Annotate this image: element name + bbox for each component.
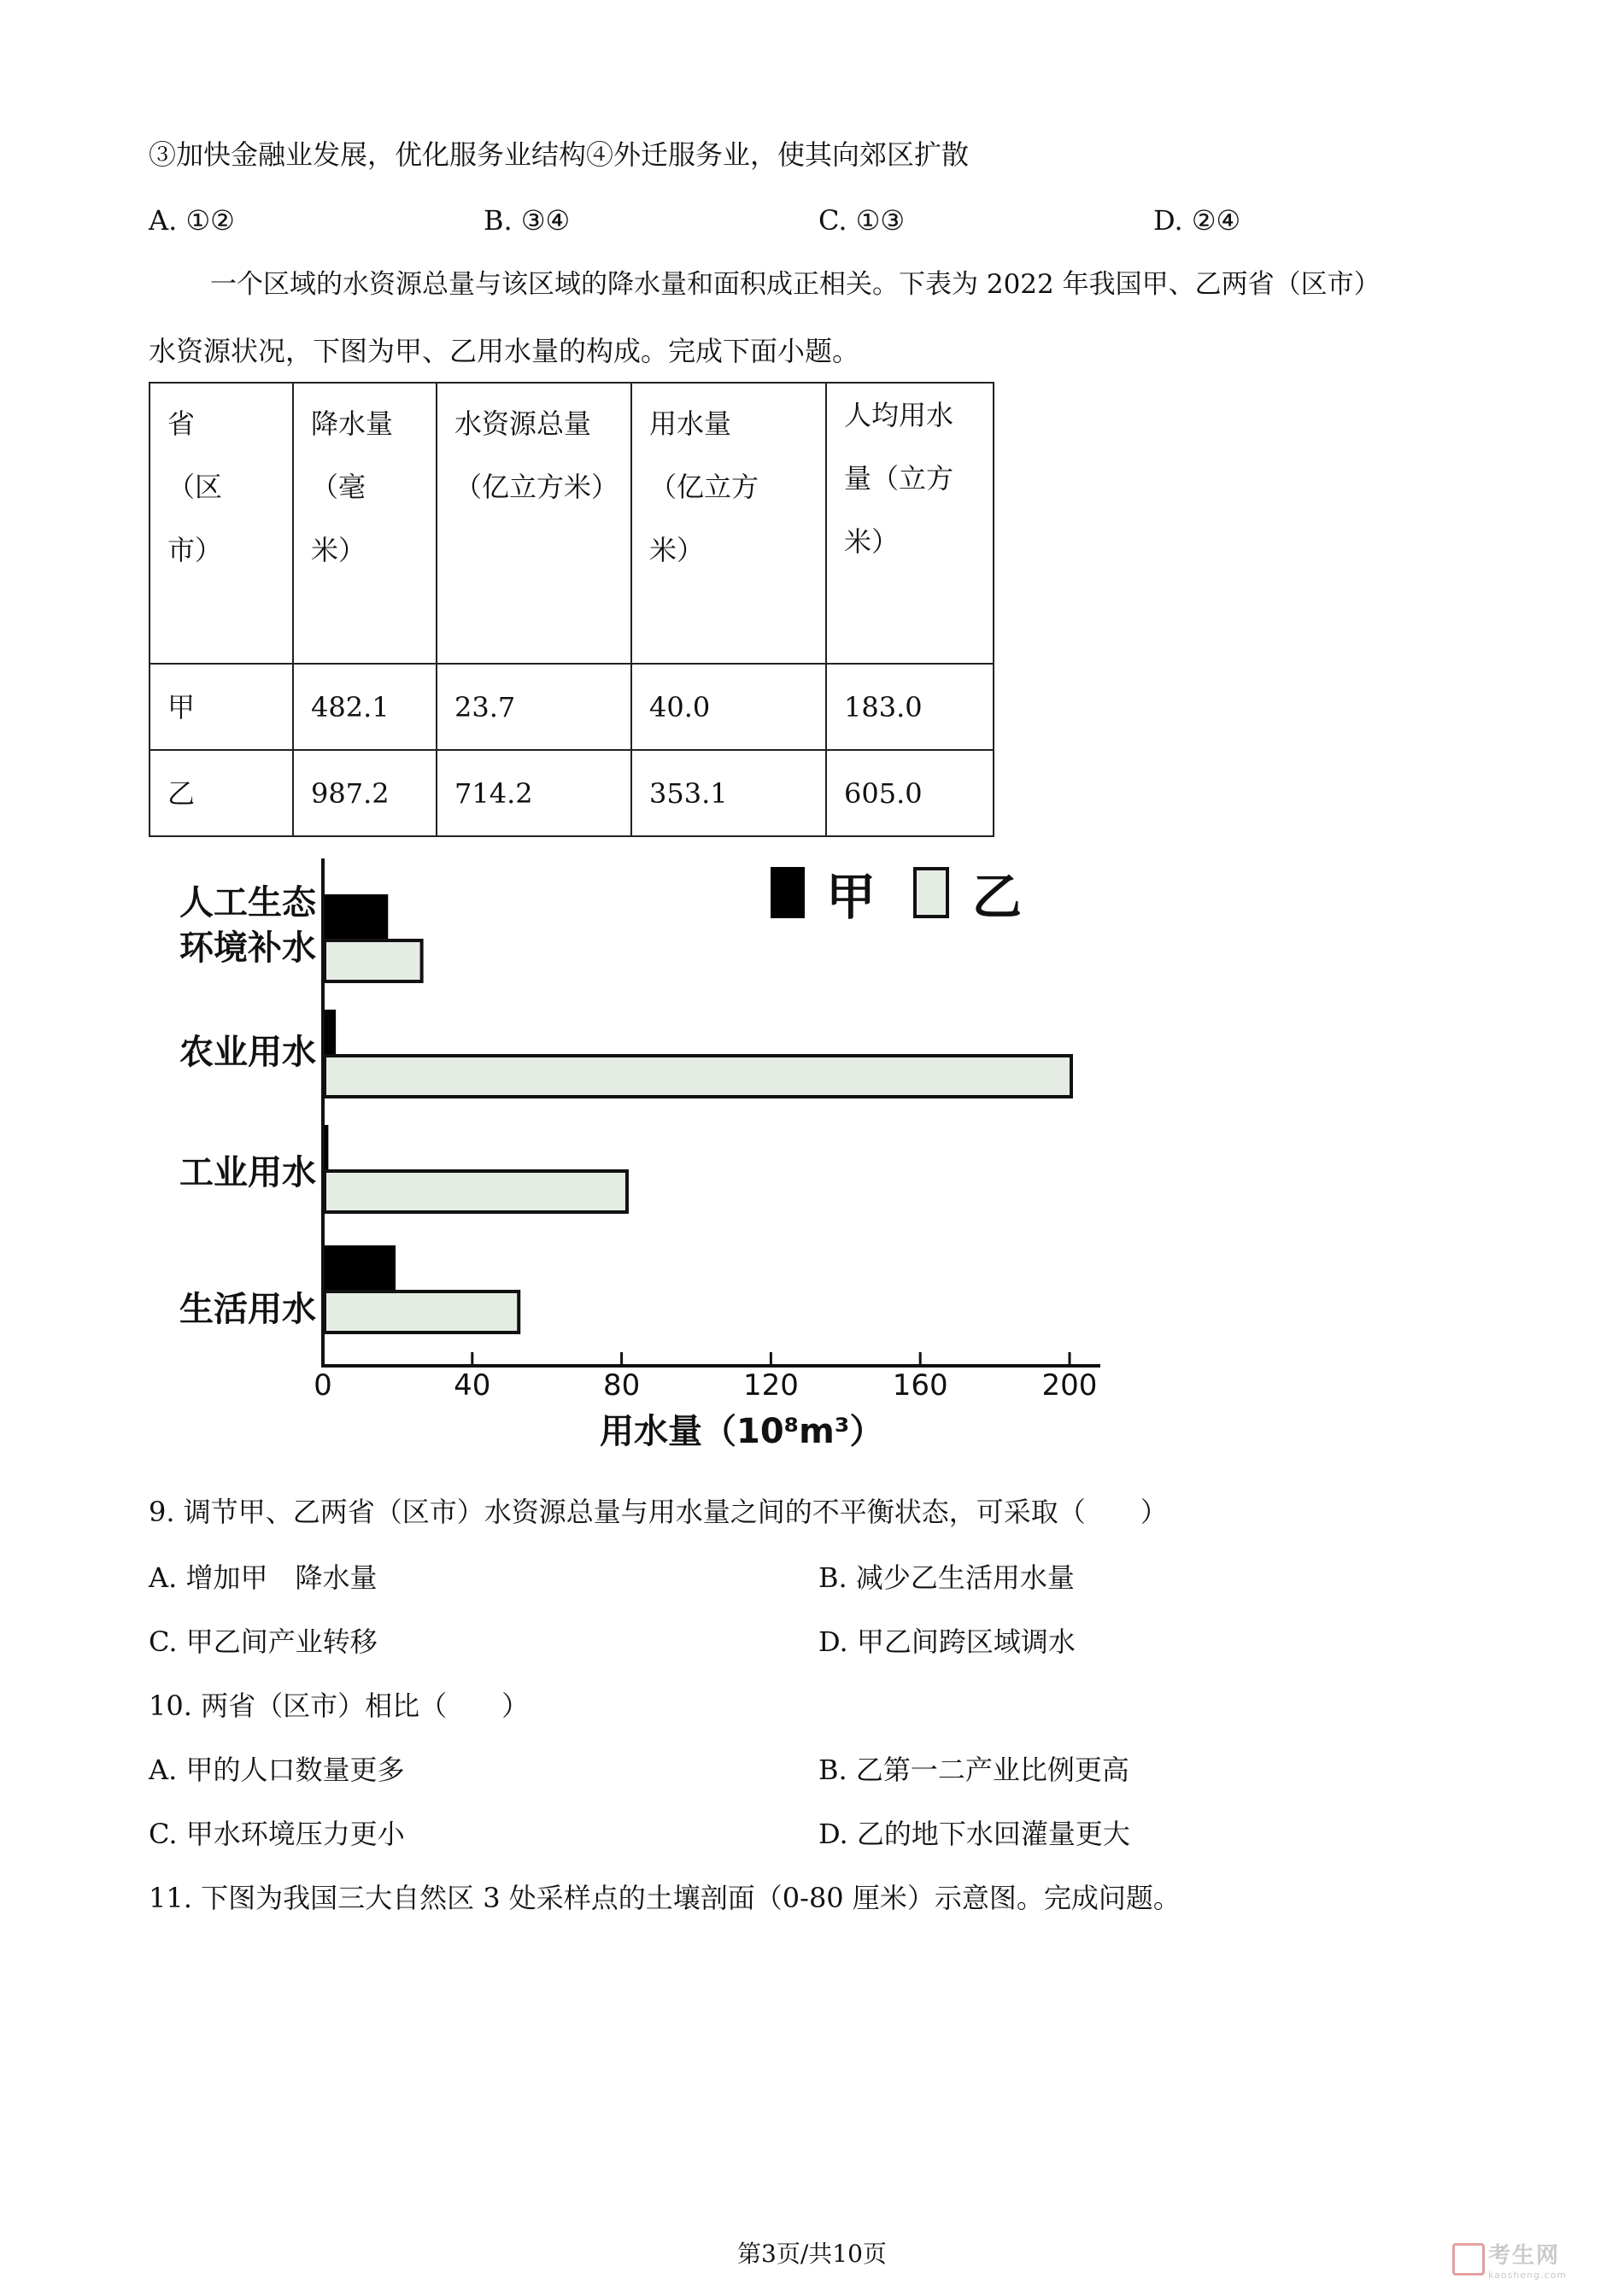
watermark-logo-icon [1452, 2243, 1485, 2276]
intro-line-2: 水资源状况，下图为甲、乙用水量的构成。完成下面小题。 [149, 335, 860, 367]
table-cell: 605.0 [826, 750, 994, 836]
table-cell: 甲 [150, 664, 293, 750]
table-cell: 乙 [150, 750, 293, 836]
q9-stem: 9. 调节甲、乙两省（区市）水资源总量与用水量之间的不平衡状态，可采取（ ） [149, 1496, 1168, 1528]
q10-option-b: B. 乙第一二产业比例更高 [818, 1754, 1129, 1786]
bar-jia-1 [325, 1010, 336, 1054]
table-header-row [150, 383, 994, 664]
q9-option-a: A. 增加甲 降水量 [149, 1561, 378, 1594]
q10-option-a: A. 甲的人口数量更多 [149, 1754, 405, 1786]
table-cell: 183.0 [826, 664, 994, 750]
bar-yi-0 [325, 940, 422, 981]
legend-swatch-jia [771, 867, 805, 918]
category-label: 人工生态 [179, 883, 316, 922]
q8-option-a: A. ①② [149, 204, 235, 237]
category-label: 工业用水 [179, 1153, 316, 1192]
x-axis-label: 用水量（10⁸m³） [600, 1412, 884, 1451]
top-line: ③加快金融业发展，优化服务业结构④外迁服务业，使其向郊区扩散 [149, 138, 970, 171]
x-tick-label: 80 [602, 1368, 641, 1403]
q8-option-c: C. ①③ [818, 204, 906, 237]
bar-yi-3 [325, 1292, 519, 1332]
legend-swatch-yi [915, 869, 947, 917]
x-ticks [314, 1352, 1097, 1403]
table-cell: 987.2 [293, 750, 437, 836]
bar-jia-2 [325, 1125, 328, 1169]
table-cell: 40.0 [631, 664, 826, 750]
legend-label-yi: 乙 [972, 868, 1023, 926]
bar-jia-0 [325, 894, 388, 939]
watermark-url: kaosheng.com [1488, 2270, 1568, 2281]
intro-line-1: 一个区域的水资源总量与该区域的降水量和面积成正相关。下表为 2022 年我国甲、乙两省（区市） [210, 269, 1381, 300]
bar-yi-2 [325, 1171, 627, 1212]
category-labels [179, 883, 317, 1329]
table-cell: 23.7 [437, 664, 631, 750]
q11-stem: 11. 下图为我国三大自然区 3 处采样点的土壤剖面（0-80 厘米）示意图。完成问题。 [149, 1882, 1181, 1914]
x-tick-label: 200 [1041, 1368, 1098, 1403]
table-header-cell: 降水量（毫米） [293, 383, 437, 664]
table-header-cell: 省（区市） [150, 383, 293, 664]
water-resources-table [149, 382, 994, 837]
q9-option-b: B. 减少乙生活用水量 [818, 1561, 1075, 1594]
table-cell: 714.2 [437, 750, 631, 836]
category-label: 生活用水 [179, 1290, 316, 1329]
table-row [150, 664, 994, 750]
legend-label-jia: 甲 [826, 868, 876, 926]
q9-option-d: D. 甲乙间跨区域调水 [818, 1625, 1076, 1658]
table-header-cell: 用水量（亿立方米） [631, 383, 826, 664]
watermark-text: 考生网 [1488, 2243, 1561, 2269]
q8-option-b: B. ③④ [484, 204, 571, 237]
bar-yi-1 [325, 1056, 1071, 1097]
page-footer: 第3页/共10页 [737, 2240, 887, 2268]
x-tick-label: 120 [742, 1368, 799, 1403]
bar-jia-3 [325, 1245, 396, 1290]
table-row [150, 750, 994, 836]
category-label: 环境补水 [179, 928, 316, 968]
table-header-cell: 水资源总量（亿立方米） [437, 383, 631, 664]
q10-option-c: C. 甲水环境压力更小 [149, 1818, 405, 1850]
table-cell: 353.1 [631, 750, 826, 836]
q10-option-d: D. 乙的地下水回灌量更大 [818, 1818, 1130, 1850]
q10-stem: 10. 两省（区市）相比（ ） [149, 1690, 530, 1722]
watermark [1488, 2238, 1595, 2281]
x-tick-label: 40 [454, 1368, 491, 1403]
q8-option-d: D. ②④ [1153, 204, 1241, 237]
water-use-bar-chart [154, 850, 1119, 1473]
table-header-cell: 人均用水量（立方米） [826, 383, 994, 664]
q9-option-c: C. 甲乙间产业转移 [149, 1625, 378, 1658]
bars-group [325, 894, 1071, 1332]
x-tick-label: 160 [892, 1368, 948, 1403]
category-label: 农业用水 [179, 1033, 316, 1072]
table-cell: 482.1 [293, 664, 437, 750]
x-tick-label: 0 [314, 1368, 332, 1403]
